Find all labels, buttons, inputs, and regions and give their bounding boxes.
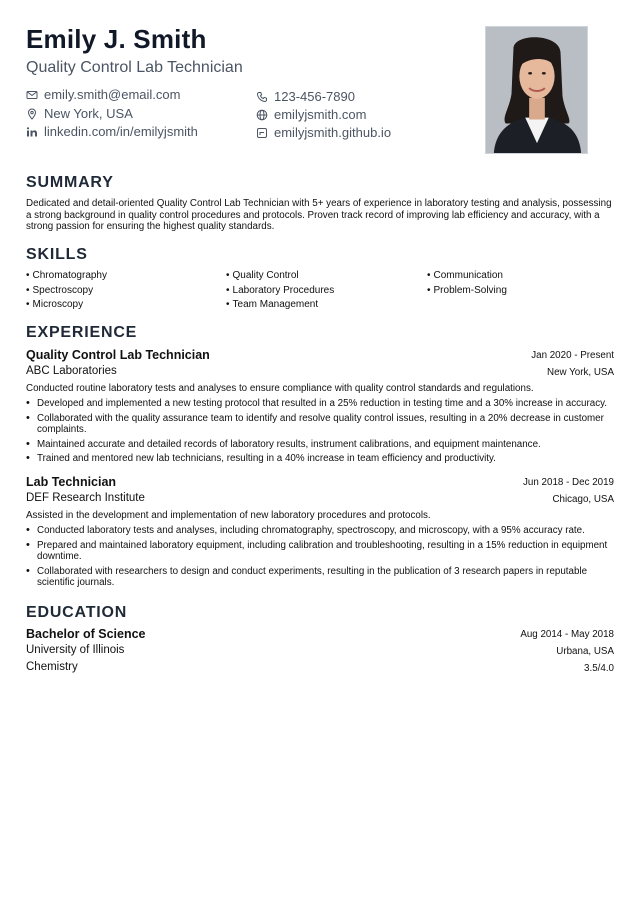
location-pin-icon bbox=[26, 108, 38, 120]
job-role: Lab Technician bbox=[26, 475, 117, 489]
profile-photo bbox=[485, 26, 588, 154]
skill-item: • Team Management bbox=[226, 299, 318, 310]
job-description: Conducted routine laboratory tests and analyses to ensure compliance with quality control standards and regulations. bbox=[26, 383, 534, 394]
skill-item: • Spectroscopy bbox=[26, 285, 93, 296]
candidate-name: Emily J. Smith bbox=[26, 24, 207, 54]
contact-email[interactable] bbox=[26, 87, 180, 102]
summary-heading: SUMMARY bbox=[26, 174, 114, 191]
job-company: DEF Research Institute bbox=[26, 492, 145, 504]
major: Chemistry bbox=[26, 661, 78, 673]
list-item: • Developed and implemented a new testing protocol that resulted in a 25% reduction in testing time and a 30% increase in accuracy. bbox=[26, 398, 614, 410]
skill-item: • Quality Control bbox=[226, 270, 299, 281]
education-entry bbox=[26, 627, 614, 678]
list-item: • Collaborated with the quality assurance team to identify and resolve quality control issues, resulting in a 20% decrease in customer complaints. bbox=[26, 413, 614, 436]
github-icon bbox=[256, 127, 268, 139]
list-item: • Maintained accurate and detailed records of laboratory results, instrument calibrations, and equipment maintenance. bbox=[26, 439, 614, 451]
skill-item: • Chromatography bbox=[26, 270, 107, 281]
education-dates: Aug 2014 - May 2018 bbox=[520, 629, 614, 640]
education-heading: EDUCATION bbox=[26, 604, 128, 621]
skill-item: • Laboratory Procedures bbox=[226, 285, 334, 296]
contact-github[interactable] bbox=[256, 125, 391, 140]
degree: Bachelor of Science bbox=[26, 627, 146, 641]
job-bullets bbox=[26, 525, 614, 589]
job-description: Assisted in the development and implementation of new laboratory procedures and protocols. bbox=[26, 510, 431, 521]
experience-heading: EXPERIENCE bbox=[26, 324, 138, 341]
gpa: 3.5/4.0 bbox=[584, 663, 614, 674]
candidate-title: Quality Control Lab Technician bbox=[26, 59, 243, 76]
contact-phone[interactable] bbox=[256, 89, 355, 104]
phone-icon bbox=[256, 91, 268, 103]
job-company: ABC Laboratories bbox=[26, 365, 117, 377]
location-text: New York, USA bbox=[44, 106, 133, 121]
phone-text: 123-456-7890 bbox=[274, 89, 355, 104]
linkedin-text: linkedin.com/in/emilyjsmith bbox=[44, 124, 198, 139]
summary-text: Dedicated and detail-oriented Quality Control Lab Technician with 5+ years of experience in laboratory testing and analysis, possessing a strong background in quality control procedures and protocols. Proven track record of improving lab efficiency and accuracy, with a strong passion for ensuring the highest quality standards. bbox=[26, 198, 612, 233]
contact-location bbox=[26, 106, 133, 121]
job-dates: Jun 2018 - Dec 2019 bbox=[523, 477, 614, 488]
list-item: • Conducted laboratory tests and analyses, including chromatography, spectroscopy, and microscopy, with a 95% accuracy rate. bbox=[26, 525, 614, 537]
list-item: • Prepared and maintained laboratory equipment, including calibration and troubleshooting, resulting in a 15% reduction in equipment downtime. bbox=[26, 540, 614, 563]
experience-entry bbox=[26, 475, 614, 592]
job-dates: Jan 2020 - Present bbox=[531, 350, 614, 361]
github-text: emilyjsmith.github.io bbox=[274, 125, 392, 140]
list-item: • Collaborated with researchers to design and conduct experiments, resulting in the publication of 3 research papers in reputable scientific journals. bbox=[26, 566, 614, 589]
school-location: Urbana, USA bbox=[556, 646, 614, 657]
job-location: Chicago, USA bbox=[552, 494, 614, 505]
list-item: • Trained and mentored new lab technicians, resulting in a 40% increase in team efficiency and productivity. bbox=[26, 453, 614, 465]
contact-website[interactable] bbox=[256, 107, 366, 122]
experience-entry bbox=[26, 348, 614, 468]
website-text: emilyjsmith.com bbox=[274, 107, 367, 122]
school-name: University of Illinois bbox=[26, 644, 125, 656]
skill-item: • Microscopy bbox=[26, 299, 83, 310]
skill-item: • Communication bbox=[427, 270, 503, 281]
job-bullets bbox=[26, 398, 614, 465]
job-role: Quality Control Lab Technician bbox=[26, 348, 210, 362]
email-text: emily.smith@email.com bbox=[44, 87, 181, 102]
skills-heading: SKILLS bbox=[26, 246, 88, 263]
globe-icon bbox=[256, 109, 268, 121]
contact-linkedin[interactable] bbox=[26, 124, 198, 139]
mail-icon bbox=[26, 89, 38, 101]
linkedin-icon bbox=[26, 126, 38, 138]
skill-item: • Problem-Solving bbox=[427, 285, 507, 296]
job-location: New York, USA bbox=[547, 367, 614, 378]
